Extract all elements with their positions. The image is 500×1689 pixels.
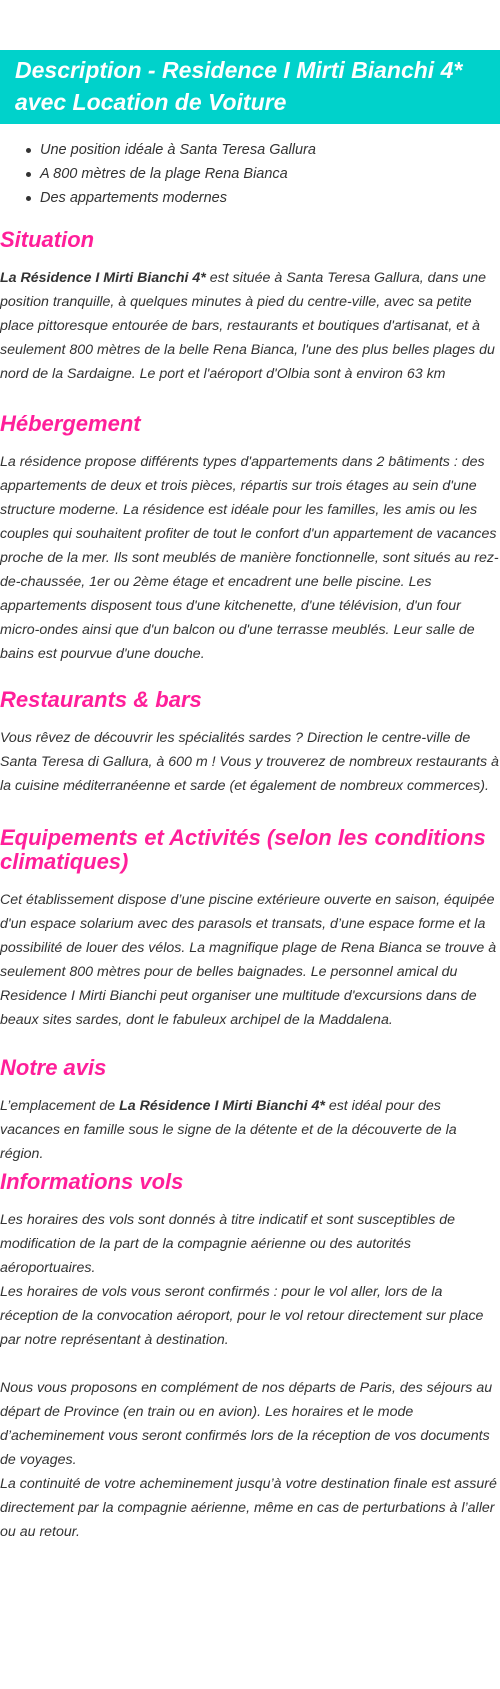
- situation-body: est située à Santa Teresa Gallura, dans une position tranquille, à quelques minutes à pied du centre-ville, avec sa petite place pittoresque entourée de bars, restaurants et boutiques d'artisanat, et à seulement 800 mètres de la belle Rena Bianca, l'une des plus belles plages du nord de la Sardaigne. Le port et l'aéroport d'Olbia sont à environ 63 km: [0, 270, 495, 382]
- vols-paragraph-1: Les horaires des vols sont donnés à titre indicatif et sont susceptibles de modification de la part de la compagnie aérienne ou des autorités aéroportuaires.: [0, 1212, 456, 1276]
- vols-paragraph-3: Nous vous proposons en complément de nos départs de Paris, des séjours au départ de Province (en train ou en avion). Les horaires et le mode d’acheminement vous seront confirmés lors de la réception de vos documents de voyages.: [0, 1380, 493, 1468]
- section-title-situation: Situation: [0, 227, 95, 252]
- situation-text: [0, 266, 500, 386]
- hotel-name-bold: La Résidence I Mirti Bianchi 4*: [0, 270, 206, 286]
- section-title-equipements: Equipements et Activités (selon les conditions climatiques): [0, 825, 486, 874]
- page-title-banner: [0, 50, 500, 124]
- section-restaurants: [0, 688, 500, 798]
- section-title-hebergement: Hébergement: [0, 411, 141, 436]
- section-title-restaurants: Restaurants & bars: [0, 687, 202, 712]
- vols-paragraph-2: Les horaires de vols vous seront confirmés : pour le vol aller, lors de la réception de la convocation aéroport, pour le vol retour directement sur place par notre représentant à destination.: [0, 1284, 484, 1348]
- hotel-name-bold: La Résidence I Mirti Bianchi 4*: [119, 1098, 325, 1114]
- hebergement-text: La résidence propose différents types d'appartements dans 2 bâtiments : des appartements de deux et trois pièces, répartis sur trois étages au sein d'une structure moderne. La résidence est idéale pour les familles, les amis ou les couples qui souhaitent profiter de tout le confort d'un appartement de vacances proche de la mer. Ils sont meublés de manière fonctionnelle, sont situés au rez-de-chaussée, 1er ou 2ème étage et encadrent une belle piscine. Les appartements disposent tous d'une kitchenette, d'une télévision, d'un four micro-ondes ainsi que d'un balcon ou d'une terrasse meublés. Leur salle de bains est pourvue d'une douche.: [0, 454, 499, 662]
- highlight-item: A 800 mètres de la plage Rena Bianca: [40, 162, 500, 186]
- section-hebergement: [0, 412, 500, 666]
- section-situation: [0, 228, 500, 386]
- section-title-vols: Informations vols: [0, 1169, 184, 1194]
- restaurants-text: Vous rêvez de découvrir les spécialités sardes ? Direction le centre-ville de Santa Teresa di Gallura, à 600 m ! Vous y trouverez de nombreux restaurants à la cuisine méditerranéenne et sarde (et également de nombreux commerces).: [0, 730, 499, 794]
- section-avis: [0, 1056, 500, 1166]
- section-title-avis: Notre avis: [0, 1055, 107, 1080]
- section-equipements: [0, 826, 500, 1032]
- section-vols: [0, 1170, 500, 1544]
- page-title: Description - Residence I Mirti Bianchi 4* avec Location de Voiture: [15, 57, 463, 115]
- equipements-text: Cet établissement dispose d’une piscine extérieure ouverte en saison, équipée d'un espace solarium avec des parasols et transats, d’une espace forme et la possibilité de louer des vélos. La magnifique plage de Rena Bianca se trouve à seulement 800 mètres pour de belles baignades. Le personnel amical du Residence I Mirti Bianchi peut organiser une multitude d'excursions dans de beaux sites sardes, dont le fabuleux archipel de la Maddalena.: [0, 892, 497, 1028]
- avis-after: est idéal pour des vacances en famille sous le signe de la détente et de la découverte de la région.: [0, 1098, 457, 1162]
- highlight-item: Une position idéale à Santa Teresa Gallura: [40, 138, 500, 162]
- highlights-list: [0, 138, 500, 210]
- avis-text: [0, 1094, 500, 1166]
- avis-before: L’emplacement de: [0, 1098, 120, 1114]
- highlight-item: Des appartements modernes: [40, 186, 500, 210]
- vols-paragraph-4: La continuité de votre acheminement jusqu’à votre destination finale est assuré directement par la compagnie aérienne, même en cas de perturbations à l’aller ou au retour.: [0, 1476, 497, 1540]
